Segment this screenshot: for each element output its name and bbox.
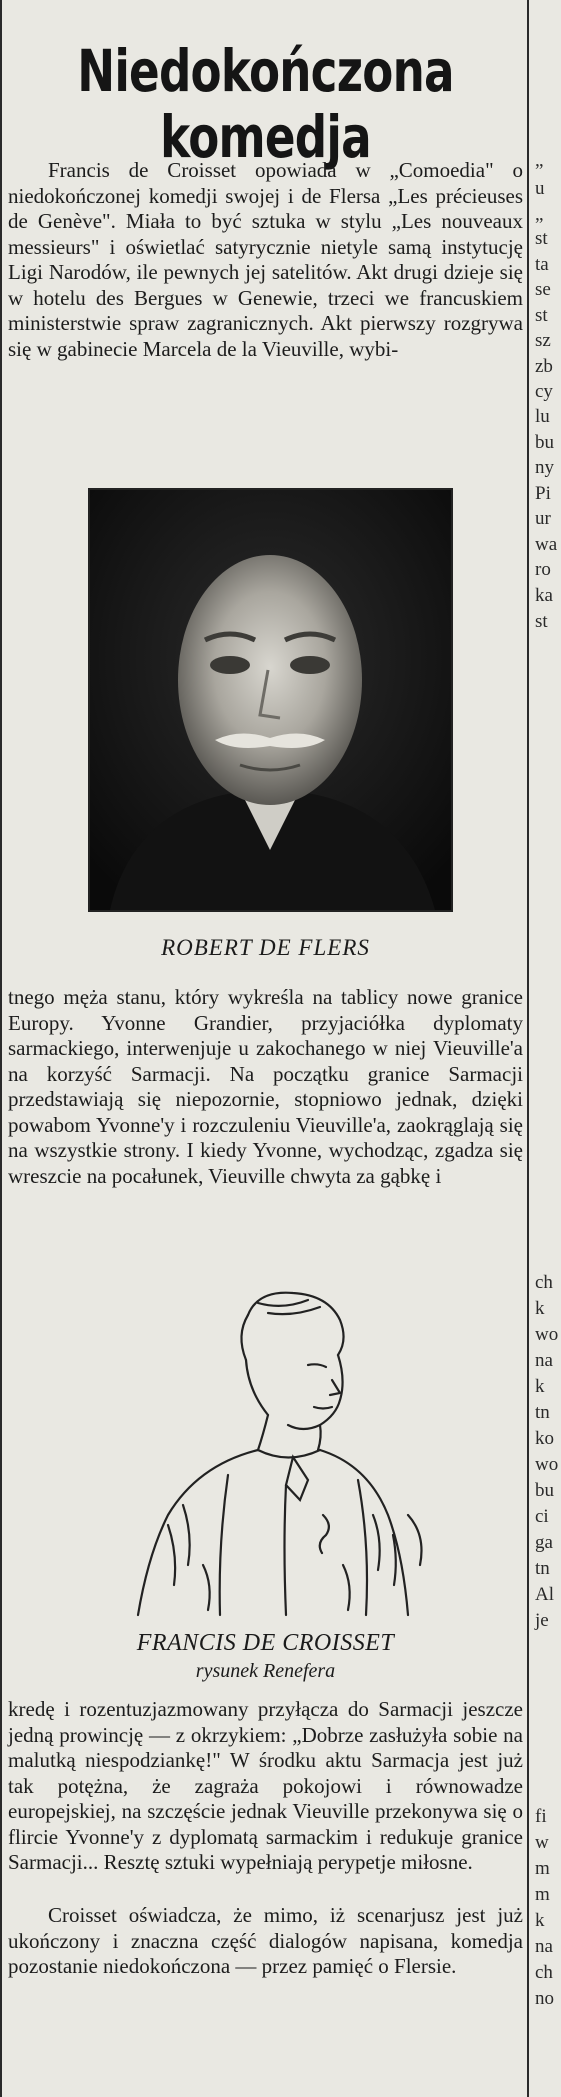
fragment: ny — [535, 457, 554, 478]
left-column-rule — [0, 0, 2, 2097]
fragment: k — [535, 1910, 545, 1931]
fragment: bu — [535, 432, 554, 453]
fragment: m — [535, 1884, 550, 1905]
fragment: se — [535, 279, 551, 300]
fragment: ci — [535, 1506, 549, 1527]
sketch-francis-de-croisset — [108, 1285, 438, 1620]
fragment: tn — [535, 1402, 550, 1423]
fragment: ko — [535, 1428, 554, 1449]
fragment: tn — [535, 1558, 550, 1579]
drawing-caption: FRANCIS DE CROISSET — [136, 1630, 395, 1656]
portrait-photo-robert-de-flers — [88, 488, 453, 912]
article-headline: Niedokończona komedja — [77, 37, 454, 171]
adjacent-column-fragments — [531, 0, 561, 2097]
fragment: k — [535, 1376, 545, 1397]
fragment: no — [535, 1988, 554, 2009]
fragment: st — [535, 228, 548, 249]
right-column-rule — [527, 0, 529, 2097]
fragment: fi — [535, 1806, 547, 1827]
fragment: na — [535, 1350, 553, 1371]
fragment: u — [535, 178, 545, 199]
fragment: je — [535, 1610, 549, 1631]
fragment: wo — [535, 1324, 559, 1345]
fragment: „ — [535, 150, 544, 171]
fragment: ta — [535, 254, 549, 275]
fragment: zb — [535, 356, 553, 377]
fragment: wo — [535, 1454, 559, 1475]
article-paragraph-3: kredę i rozentuzjazmowany przyłącza do Sarmacji jeszcze jedną prowincję — z okrzykiem: „Dobrze zasłużyła sobie na malutką niespodziankę!" W środku aktu Sarmacja jest już tak potężna, że zagraża pokojowi i równowadze europejskiej, na szczęście jednak Vieuville przekonywa się o flircie Yvonne'y z dyplomatą sarmackim i redukuje granice Sarmacji... Resztę sztuki wypełniają perypetje miłosne. — [8, 1697, 523, 1874]
article-column — [8, 0, 523, 2097]
article-paragraph-2: tnego męża stanu, który wykreśla na tablicy nowe granice Europy. Yvonne Grandier, przyjaciółka dyplomaty sarmackiego, interwenjuje u zakochanego w niej Vieuville'a na korzyść Sarmacji. Na początku granice Sarmacji przedstawiają się niepozornie, stopniowo jednak, dzięki powabom Yvonne'y i rozczuleniu Vieuville'a, zaokrąglają się na wszystkie strony. I kiedy Yvonne, wychodząc, zgadza się wreszcie na pocałunek, Vieuville chwyta za gąbkę i — [8, 985, 523, 1188]
drawing-credit: rysunek Renefera — [195, 1660, 336, 1682]
fragment: sz — [535, 330, 551, 351]
fragment: ch — [535, 1962, 553, 1983]
fragment: k — [535, 1298, 545, 1319]
fragment: ga — [535, 1532, 553, 1553]
fragment: ka — [535, 585, 553, 606]
fragment: st — [535, 611, 548, 632]
fragment: bu — [535, 1480, 554, 1501]
article-paragraph-1: Francis de Croisset opowiada w „Comoedia" o niedokończonej komedji swojej i de Flersa „Les précieuses de Genève". Miała to być sztuka w stylu „Les nouveaux messieurs" i oświetlać satyrycznie nietyle samą instytucję Ligi Narodów, ile pewnych jej satelitów. Akt drugi dzieje się w hotelu des Bergues w Genewie, trzeci we francuskiem ministerstwie spraw zagranicznych. Akt pierwszy rozgrywa się w gabinecie Marcela de la Vieuville, wybi- — [8, 158, 523, 361]
fragment: ro — [535, 559, 551, 580]
fragment: w — [535, 1832, 549, 1853]
photo-caption: ROBERT DE FLERS — [161, 935, 370, 960]
fragment: ch — [535, 1272, 553, 1293]
fragment: cy — [535, 381, 553, 402]
fragment: „ — [535, 204, 544, 225]
fragment: Al — [535, 1584, 554, 1605]
fragment: m — [535, 1858, 550, 1879]
fragment: st — [535, 305, 548, 326]
fragment: Pi — [535, 483, 551, 504]
article-paragraph-4: Croisset oświadcza, że mimo, iż scenarjusz jest już ukończony i znaczna część dialogów napisana, komedja pozostanie niedokończona — przez pamięć o Flersie. — [8, 1903, 523, 1978]
fragment: ur — [535, 508, 551, 529]
fragment: lu — [535, 406, 550, 427]
fragment: na — [535, 1936, 553, 1957]
fragment: wa — [535, 534, 558, 555]
